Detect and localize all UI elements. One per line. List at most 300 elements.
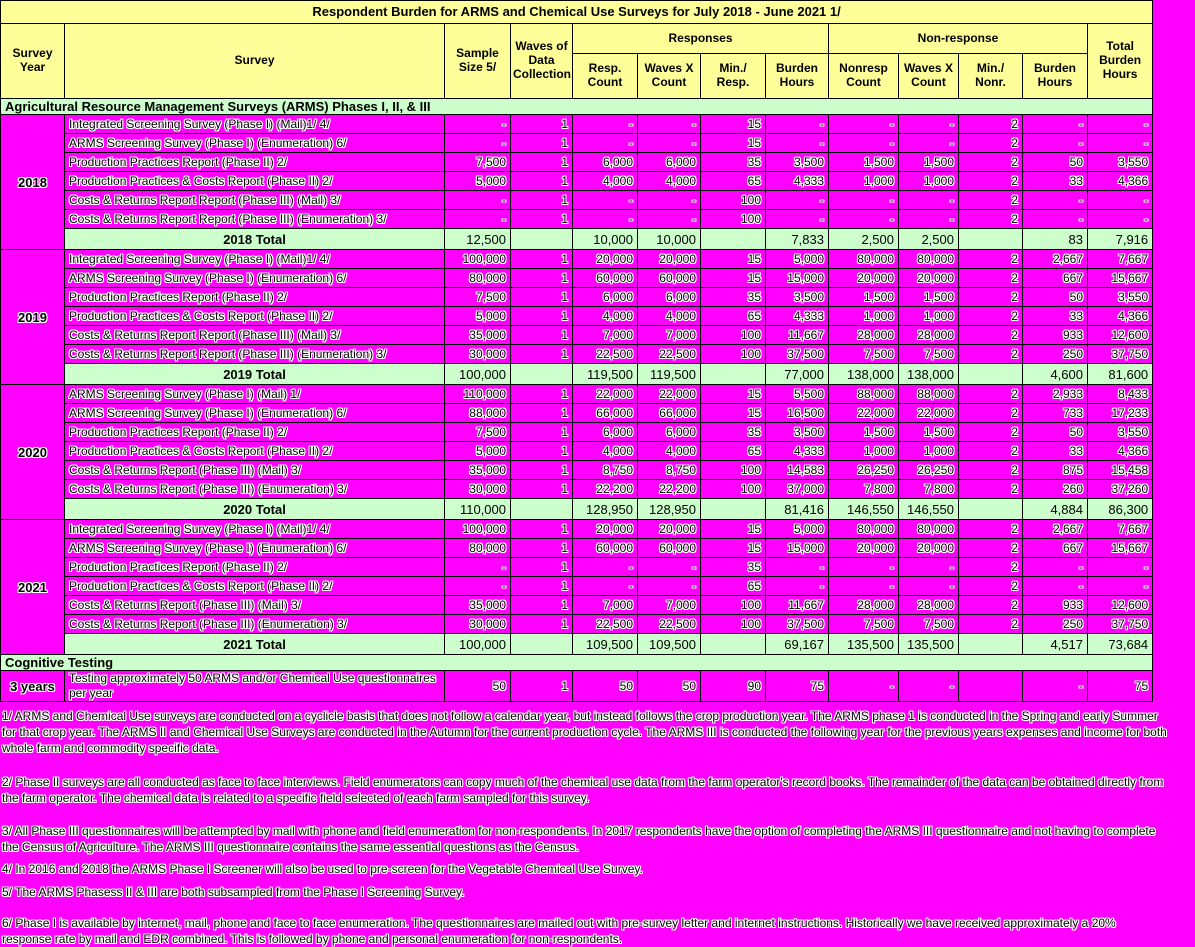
year-label: 2019: [1, 250, 65, 385]
data-cell: 2: [959, 153, 1023, 172]
data-cell: 65: [701, 307, 766, 326]
data-cell: 60,000: [638, 269, 701, 288]
data-cell: 20,000: [573, 520, 638, 539]
year-total-cell: [701, 499, 766, 520]
survey-row: [1, 385, 1153, 404]
data-cell: 28,000: [829, 326, 899, 345]
data-cell: 100: [701, 326, 766, 345]
footnote-5: 5/ The ARMS Phasess II & III are both subsampled from the Phase I Screening Survey.: [2, 884, 465, 899]
year-total-label: 2019 Total: [65, 364, 445, 385]
data-cell: 2: [959, 539, 1023, 558]
data-cell: -: [638, 134, 701, 153]
data-cell: 7,500: [829, 345, 899, 364]
data-cell: 26,250: [899, 461, 959, 480]
data-cell: 6,000: [573, 153, 638, 172]
data-cell: 2: [959, 558, 1023, 577]
year-total-row: [1, 499, 1153, 520]
survey-name: Integrated Screening Survey (Phase I) (Mail)1/ 4/: [65, 115, 445, 134]
data-cell: 20,000: [573, 250, 638, 269]
year-total-cell: 10,000: [573, 229, 638, 250]
col-group-nonresponse: Non-response: [829, 24, 1088, 54]
data-cell: 2: [959, 345, 1023, 364]
data-cell: 2,933: [1023, 385, 1088, 404]
data-cell: 1,500: [829, 288, 899, 307]
data-cell: 28,000: [899, 596, 959, 615]
data-cell: 7,000: [638, 326, 701, 345]
data-cell: 2: [959, 577, 1023, 596]
data-cell: 33: [1023, 307, 1088, 326]
year-total-cell: 109,500: [638, 634, 701, 655]
survey-row: [1, 307, 1153, 326]
data-cell: 7,000: [573, 596, 638, 615]
table-title: Respondent Burden for ARMS and Chemical Use Surveys for July 2018 - June 2021 1/: [1, 1, 1153, 24]
header-group-row: [1, 24, 1153, 54]
data-cell: 15,667: [1088, 539, 1153, 558]
table-body: [1, 99, 1153, 702]
data-cell: 100,000: [445, 250, 511, 269]
data-cell: 6,000: [638, 423, 701, 442]
data-cell: -: [1023, 115, 1088, 134]
year-total-cell: 4,600: [1023, 364, 1088, 385]
data-cell: 1,500: [829, 423, 899, 442]
data-cell: 7,500: [899, 615, 959, 634]
table-header: [1, 1, 1153, 99]
year-total-cell: 4,517: [1023, 634, 1088, 655]
data-cell: 1: [511, 558, 573, 577]
data-cell: 260: [1023, 480, 1088, 499]
data-cell: 1: [511, 172, 573, 191]
section-cognitive-row: [1, 655, 1153, 671]
data-cell: 7,000: [573, 326, 638, 345]
data-cell: 1: [511, 269, 573, 288]
data-cell: -: [1023, 558, 1088, 577]
data-cell: 1: [511, 385, 573, 404]
data-cell: -: [445, 191, 511, 210]
data-cell: 733: [1023, 404, 1088, 423]
data-cell: 2,667: [1023, 520, 1088, 539]
data-cell: 15: [701, 404, 766, 423]
year-total-cell: 69,167: [766, 634, 829, 655]
data-cell: 2: [959, 172, 1023, 191]
data-cell: 1: [511, 191, 573, 210]
data-cell: 35,000: [445, 461, 511, 480]
data-cell: 2: [959, 250, 1023, 269]
data-cell: -: [766, 134, 829, 153]
year-total-cell: [959, 364, 1023, 385]
data-cell: 60,000: [573, 269, 638, 288]
data-cell: -: [1088, 558, 1153, 577]
year-total-cell: [701, 364, 766, 385]
data-cell: -: [573, 115, 638, 134]
data-cell: 7,800: [899, 480, 959, 499]
year-total-cell: [959, 229, 1023, 250]
col-header-resp-waves-x-count: Waves X Count: [638, 54, 701, 99]
data-cell: 4,000: [638, 442, 701, 461]
data-cell: 667: [1023, 269, 1088, 288]
year-total-cell: 83: [1023, 229, 1088, 250]
data-cell: 1: [511, 115, 573, 134]
survey-row: [1, 250, 1153, 269]
data-cell: -: [1023, 134, 1088, 153]
col-header-min-resp: Min./ Resp.: [701, 54, 766, 99]
data-cell: 1: [511, 442, 573, 461]
data-cell: -: [1023, 191, 1088, 210]
data-cell: -: [766, 577, 829, 596]
data-cell: 4,000: [573, 442, 638, 461]
survey-name: Costs & Returns Report Report (Phase III) (Enumeration) 3/: [65, 345, 445, 364]
data-cell: -: [766, 115, 829, 134]
survey-name: Production Practices Report (Phase II) 2/: [65, 153, 445, 172]
survey-row: [1, 480, 1153, 499]
data-cell: 3,550: [1088, 423, 1153, 442]
data-cell: 1: [511, 520, 573, 539]
year-total-label: 2021 Total: [65, 634, 445, 655]
year-total-cell: 73,684: [1088, 634, 1153, 655]
data-cell: 80,000: [899, 520, 959, 539]
survey-row: [1, 404, 1153, 423]
year-label: 2018: [1, 115, 65, 250]
data-cell: 37,750: [1088, 345, 1153, 364]
survey-name: Costs & Returns Report Report (Phase III) (Mail) 3/: [65, 191, 445, 210]
data-cell: 8,433: [1088, 385, 1153, 404]
survey-name: Production Practices & Costs Report (Phase II) 2/: [65, 172, 445, 191]
data-cell: 2: [959, 326, 1023, 345]
data-cell: 20,000: [899, 539, 959, 558]
data-cell: 14,583: [766, 461, 829, 480]
year-total-cell: 135,500: [899, 634, 959, 655]
col-header-nonresp-burden-hours: Burden Hours: [1023, 54, 1088, 99]
year-total-cell: 2,500: [829, 229, 899, 250]
data-cell: 4,333: [766, 307, 829, 326]
data-cell: 22,000: [638, 385, 701, 404]
data-cell: 5,000: [766, 250, 829, 269]
survey-row: [1, 442, 1153, 461]
data-cell: 1,000: [829, 442, 899, 461]
year-total-cell: [511, 229, 573, 250]
survey-row: [1, 423, 1153, 442]
data-cell: 1,500: [829, 153, 899, 172]
footnote-3: 3/ All Phase III questionnaires will be attempted by mail with phone and field enumeration for non-respondents. In 2017 respondents have the option of completing the ARMS III questionnaire and not having to complete the Census of Agriculture. The ARMS III questionnaire contains the same essential questions as the Census.: [2, 823, 1156, 855]
data-cell: 100: [701, 345, 766, 364]
data-cell: 22,000: [829, 404, 899, 423]
col-group-responses: Responses: [573, 24, 829, 54]
data-cell: 1,000: [899, 442, 959, 461]
data-cell: -: [638, 210, 701, 229]
data-cell: 15,458: [1088, 461, 1153, 480]
data-cell: 667: [1023, 539, 1088, 558]
year-total-cell: 128,950: [638, 499, 701, 520]
data-cell: 1,500: [899, 288, 959, 307]
data-cell: 1,000: [829, 307, 899, 326]
data-cell: 1,500: [899, 423, 959, 442]
data-cell: 15: [701, 269, 766, 288]
data-cell: 1: [511, 288, 573, 307]
data-cell: 1,000: [899, 172, 959, 191]
data-cell: 4,000: [573, 307, 638, 326]
data-cell: -: [829, 577, 899, 596]
data-cell: -: [573, 210, 638, 229]
col-header-nonresp-waves-x-count: Waves X Count: [899, 54, 959, 99]
data-cell: -: [573, 191, 638, 210]
data-cell: -: [766, 210, 829, 229]
footnote-1: 1/ ARMS and Chemical Use surveys are conducted on a cyclicle basis that does not follow a calendar year, but instead follows the crop production year. The ARMS phase 1 is conducted in the Spring and early Summer for that crop year. The ARMS II and Chemical Use Surveys are conducted in the Autumn for the current production cycle. The ARMS III is conducted the following year for the previous years expenses and income for both whole farm and commodity specific data.: [2, 709, 1167, 756]
section-cognitive-label: Cognitive Testing: [1, 655, 1153, 671]
survey-name: Production Practices & Costs Report (Phase II) 2/: [65, 442, 445, 461]
data-cell: 88,000: [899, 385, 959, 404]
data-cell: 80,000: [899, 250, 959, 269]
data-cell: 30,000: [445, 615, 511, 634]
data-cell: 2: [959, 210, 1023, 229]
data-cell: -: [899, 671, 959, 702]
survey-row: [1, 153, 1153, 172]
data-cell: 100: [701, 461, 766, 480]
data-cell: 2,667: [1023, 250, 1088, 269]
data-cell: 75: [766, 671, 829, 702]
data-cell: -: [445, 210, 511, 229]
data-cell: 1: [511, 326, 573, 345]
data-cell: 20,000: [829, 269, 899, 288]
data-cell: 11,667: [766, 326, 829, 345]
data-cell: 50: [1023, 288, 1088, 307]
data-cell: 4,366: [1088, 172, 1153, 191]
year-total-cell: 86,300: [1088, 499, 1153, 520]
data-cell: 4,366: [1088, 307, 1153, 326]
data-cell: 7,000: [638, 596, 701, 615]
data-cell: 7,500: [829, 615, 899, 634]
survey-name: Integrated Screening Survey (Phase I) (Mail)1/ 4/: [65, 520, 445, 539]
data-cell: 37,500: [766, 615, 829, 634]
data-cell: 1: [511, 134, 573, 153]
data-cell: 50: [445, 671, 511, 702]
data-cell: 66,000: [638, 404, 701, 423]
data-cell: 15: [701, 385, 766, 404]
data-cell: 1,000: [829, 172, 899, 191]
data-cell: -: [573, 577, 638, 596]
data-cell: -: [638, 577, 701, 596]
data-cell: 30,000: [445, 345, 511, 364]
survey-name: Costs & Returns Report (Phase III) (Enumeration) 3/: [65, 480, 445, 499]
data-cell: 1: [511, 539, 573, 558]
data-cell: 88,000: [445, 404, 511, 423]
col-header-nonresp-count: Nonresp Count: [829, 54, 899, 99]
cognitive-survey-name: Testing approximately 50 ARMS and/or Chemical Use questionnaires per year: [65, 671, 445, 702]
data-cell: 26,250: [829, 461, 899, 480]
data-cell: 88,000: [829, 385, 899, 404]
year-total-cell: [511, 364, 573, 385]
survey-name: ARMS Screening Survey (Phase I) (Enumeration) 6/: [65, 539, 445, 558]
year-total-cell: 100,000: [445, 634, 511, 655]
data-cell: 66,000: [573, 404, 638, 423]
data-cell: 1: [511, 596, 573, 615]
data-cell: 3,500: [766, 423, 829, 442]
data-cell: 30,000: [445, 480, 511, 499]
data-cell: -: [829, 134, 899, 153]
data-cell: 8,750: [573, 461, 638, 480]
data-cell: 5,000: [766, 520, 829, 539]
data-cell: 5,000: [445, 442, 511, 461]
year-total-row: [1, 634, 1153, 655]
data-cell: -: [1088, 191, 1153, 210]
data-cell: 33: [1023, 172, 1088, 191]
data-cell: 15: [701, 115, 766, 134]
data-cell: 1: [511, 423, 573, 442]
data-cell: 100: [701, 480, 766, 499]
survey-row: [1, 577, 1153, 596]
year-total-cell: 4,884: [1023, 499, 1088, 520]
data-cell: 28,000: [899, 326, 959, 345]
data-cell: 16,500: [766, 404, 829, 423]
data-cell: -: [445, 558, 511, 577]
year-total-cell: [701, 229, 766, 250]
data-cell: 60,000: [638, 539, 701, 558]
footnote-2: 2/ Phase II surveys are all conducted as face to face interviews. Field enumerators can copy much of the chemical use data from the farm operator's record books. The remainder of the data can be obtained directly from the farm operator. The chemical data is related to a specific field selected of each farm sampled for this survey.: [2, 774, 1164, 805]
data-cell: 2: [959, 115, 1023, 134]
data-cell: 6,000: [638, 288, 701, 307]
survey-row: [1, 191, 1153, 210]
data-cell: -: [829, 115, 899, 134]
data-cell: 15: [701, 134, 766, 153]
col-header-sample-size: Sample Size 5/: [445, 24, 511, 99]
data-cell: 8,750: [638, 461, 701, 480]
data-cell: 1: [511, 210, 573, 229]
data-cell: 3,500: [766, 288, 829, 307]
data-cell: 75: [1088, 671, 1153, 702]
data-cell: 1,500: [899, 153, 959, 172]
data-cell: 65: [701, 442, 766, 461]
col-header-resp-burden-hours: Burden Hours: [766, 54, 829, 99]
year-total-label: 2018 Total: [65, 229, 445, 250]
data-cell: 1: [511, 480, 573, 499]
data-cell: [959, 671, 1023, 702]
year-total-cell: 119,500: [573, 364, 638, 385]
data-cell: 7,500: [445, 288, 511, 307]
data-cell: -: [899, 210, 959, 229]
year-total-cell: 109,500: [573, 634, 638, 655]
data-cell: 2: [959, 615, 1023, 634]
section-arms-label: Agricultural Resource Management Surveys (ARMS) Phases I, II, & III: [1, 99, 1153, 115]
survey-name: Production Practices Report (Phase II) 2/: [65, 558, 445, 577]
data-cell: -: [829, 671, 899, 702]
survey-name: Integrated Screening Survey (Phase I) (Mail)1/ 4/: [65, 250, 445, 269]
data-cell: -: [573, 134, 638, 153]
data-cell: 7,800: [829, 480, 899, 499]
year-total-cell: [959, 499, 1023, 520]
year-total-cell: 12,500: [445, 229, 511, 250]
survey-row: [1, 615, 1153, 634]
data-cell: 3,550: [1088, 153, 1153, 172]
data-cell: 110,000: [445, 385, 511, 404]
year-total-cell: 146,550: [899, 499, 959, 520]
data-cell: 1: [511, 153, 573, 172]
data-cell: 60,000: [573, 539, 638, 558]
data-cell: 933: [1023, 326, 1088, 345]
data-cell: 80,000: [445, 269, 511, 288]
survey-name: Production Practices & Costs Report (Phase II) 2/: [65, 307, 445, 326]
year-total-cell: 138,000: [829, 364, 899, 385]
data-cell: 2: [959, 461, 1023, 480]
data-cell: 1: [511, 577, 573, 596]
data-cell: 35: [701, 558, 766, 577]
data-cell: 875: [1023, 461, 1088, 480]
data-cell: 4,000: [573, 172, 638, 191]
data-cell: 2: [959, 596, 1023, 615]
data-cell: -: [1023, 577, 1088, 596]
year-total-cell: 110,000: [445, 499, 511, 520]
data-cell: 80,000: [445, 539, 511, 558]
data-cell: 15: [701, 539, 766, 558]
data-cell: 22,500: [573, 345, 638, 364]
data-cell: 15,000: [766, 539, 829, 558]
survey-row: [1, 172, 1153, 191]
data-cell: 2: [959, 191, 1023, 210]
col-header-total-burden: Total Burden Hours: [1088, 24, 1153, 99]
data-cell: 20,000: [829, 539, 899, 558]
data-cell: 100: [701, 210, 766, 229]
year-total-cell: 128,950: [573, 499, 638, 520]
data-cell: 15,667: [1088, 269, 1153, 288]
data-cell: 1: [511, 250, 573, 269]
data-cell: 15,000: [766, 269, 829, 288]
survey-name: ARMS Screening Survey (Phase I) (Enumeration) 6/: [65, 134, 445, 153]
col-header-survey-year: Survey Year: [1, 24, 65, 99]
data-cell: 15: [701, 250, 766, 269]
year-total-cell: 81,416: [766, 499, 829, 520]
year-total-cell: [701, 634, 766, 655]
section-arms-row: [1, 99, 1153, 115]
survey-name: ARMS Screening Survey (Phase I) (Enumeration) 6/: [65, 404, 445, 423]
data-cell: 100: [701, 191, 766, 210]
data-cell: 3,550: [1088, 288, 1153, 307]
data-cell: 4,333: [766, 442, 829, 461]
data-cell: 2: [959, 404, 1023, 423]
year-total-cell: [511, 634, 573, 655]
data-cell: 50: [573, 671, 638, 702]
data-cell: -: [1023, 671, 1088, 702]
data-cell: -: [1088, 115, 1153, 134]
data-cell: 35,000: [445, 596, 511, 615]
data-cell: 5,000: [445, 172, 511, 191]
footnote-6: 6/ Phase I is available by internet, mail, phone and face to face enumeration. The questionnaires are mailed out with pre-survey letter and internet instructions. Historically we have received approximately a 20% response rate by mail and EDR combined. This is followed by phone and personal enumeration for non-respondents.: [2, 915, 1116, 946]
data-cell: 50: [638, 671, 701, 702]
data-cell: 22,200: [638, 480, 701, 499]
survey-name: Costs & Returns Report Report (Phase III) (Mail) 3/: [65, 326, 445, 345]
cognitive-period-label: 3 years: [1, 671, 65, 702]
data-cell: 100: [701, 615, 766, 634]
data-cell: -: [899, 191, 959, 210]
data-cell: 12,600: [1088, 596, 1153, 615]
data-cell: 4,333: [766, 172, 829, 191]
data-cell: 2: [959, 480, 1023, 499]
survey-row: [1, 115, 1153, 134]
data-cell: 4,000: [638, 307, 701, 326]
survey-row: [1, 596, 1153, 615]
data-cell: 1,000: [899, 307, 959, 326]
data-cell: -: [445, 577, 511, 596]
data-cell: -: [766, 191, 829, 210]
data-cell: 933: [1023, 596, 1088, 615]
data-cell: -: [445, 115, 511, 134]
data-cell: 250: [1023, 345, 1088, 364]
data-cell: 1: [511, 404, 573, 423]
data-cell: 35: [701, 288, 766, 307]
col-header-resp-count: Resp. Count: [573, 54, 638, 99]
data-cell: 2: [959, 423, 1023, 442]
data-cell: 250: [1023, 615, 1088, 634]
data-cell: 20,000: [638, 250, 701, 269]
year-label: 2020: [1, 385, 65, 520]
year-total-cell: 81,600: [1088, 364, 1153, 385]
data-cell: 5,500: [766, 385, 829, 404]
